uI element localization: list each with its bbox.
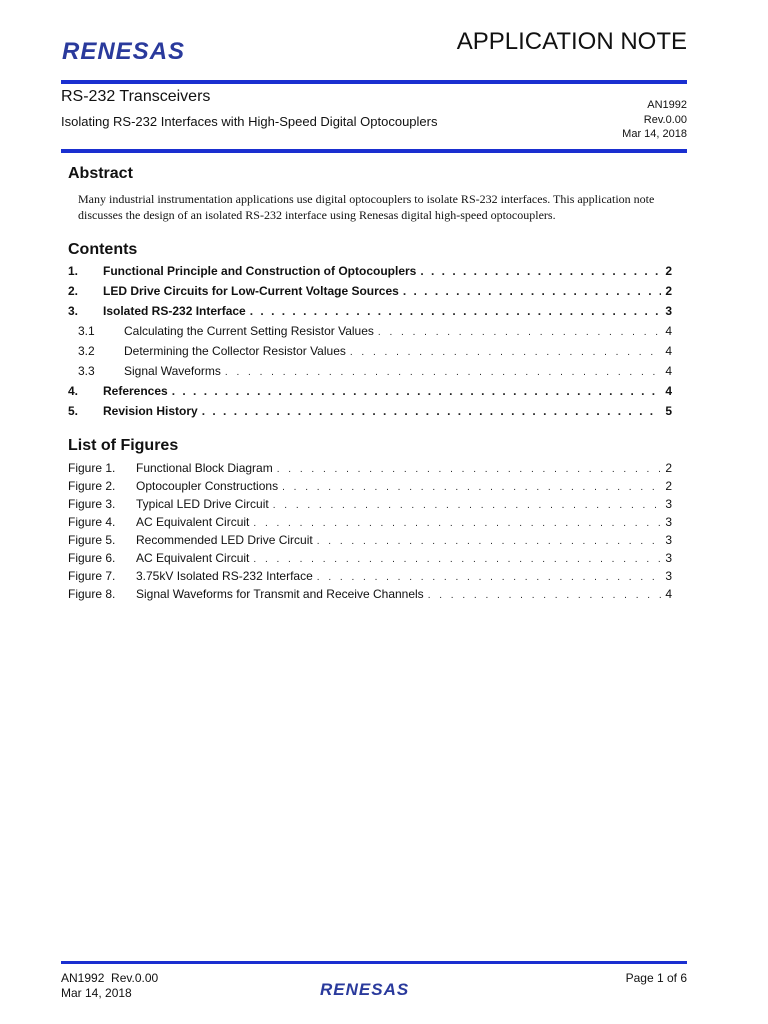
toc-entry[interactable] (68, 344, 672, 360)
renesas-logo: RENESAS (62, 38, 186, 65)
figure-entry[interactable] (68, 461, 672, 477)
figure-entry[interactable] (68, 551, 672, 567)
figures-heading: List of Figures (68, 437, 179, 454)
dot-leader (420, 264, 661, 278)
entry-title: Recommended LED Drive Circuit (136, 533, 313, 547)
entry-page: 4 (665, 324, 672, 338)
toc-entry[interactable] (68, 304, 672, 320)
footer-page-number: Page 1 of 6 (625, 971, 687, 985)
entry-title: Revision History (103, 404, 198, 418)
entry-title: Calculating the Current Setting Resistor Values (124, 324, 374, 338)
entry-number: Figure 7. (68, 569, 116, 583)
dot-leader (253, 518, 661, 529)
entry-title: Functional Block Diagram (136, 461, 273, 475)
dot-leader (317, 572, 662, 583)
entry-number: Figure 6. (68, 551, 116, 565)
figure-entry[interactable] (68, 533, 672, 549)
toc-entry[interactable] (68, 404, 672, 420)
footer-renesas-logo: RENESAS (320, 980, 410, 999)
entry-title: Signal Waveforms (124, 364, 221, 378)
entry-page: 2 (665, 479, 672, 493)
entry-number: Figure 4. (68, 515, 116, 529)
dot-leader (225, 367, 661, 378)
abstract-text: Many industrial instrumentation applications use digital optocouplers to isolate RS-232 interfaces. This application note discusses the design of an isolated RS-232 interface using Renesas digital high-speed optocouplers. (78, 192, 655, 222)
entry-number: 3.3 (78, 364, 95, 378)
header-rule-bottom (61, 149, 687, 153)
figure-entry[interactable] (68, 587, 672, 603)
entry-page: 2 (665, 284, 672, 298)
entry-number: 3.2 (78, 344, 95, 358)
entry-title: 3.75kV Isolated RS-232 Interface (136, 569, 313, 583)
toc-entry[interactable] (68, 384, 672, 400)
figure-entry[interactable] (68, 515, 672, 531)
entry-title: LED Drive Circuits for Low-Current Voltage Sources (103, 284, 399, 298)
document-type: APPLICATION NOTE (456, 28, 687, 55)
entry-page: 3 (665, 551, 672, 565)
footer-rule (61, 961, 687, 964)
entry-page: 4 (665, 384, 672, 398)
figure-entry[interactable] (68, 497, 672, 513)
dot-leader (202, 404, 662, 418)
document-date: Mar 14, 2018 (622, 128, 687, 140)
document-number: AN1992 (647, 99, 687, 111)
dot-leader (428, 590, 662, 601)
entry-page: 3 (665, 533, 672, 547)
dot-leader (378, 327, 661, 338)
entry-title: AC Equivalent Circuit (136, 515, 250, 529)
entry-page: 3 (665, 515, 672, 529)
toc-entry[interactable] (68, 284, 672, 300)
footer-doc-rev: AN1992 Rev.0.00 (61, 971, 159, 985)
dot-leader (273, 500, 662, 511)
dot-leader (403, 284, 661, 298)
entry-title: Optocoupler Constructions (136, 479, 279, 493)
abstract-heading: Abstract (68, 165, 133, 182)
entry-title: References (103, 384, 168, 398)
entry-page: 3 (665, 569, 672, 583)
entry-title: Functional Principle and Construction of Optocouplers (103, 264, 417, 278)
entry-number: Figure 8. (68, 587, 116, 601)
entry-number: Figure 1. (68, 461, 116, 475)
figure-entry[interactable] (68, 569, 672, 585)
header-rule-top (61, 80, 687, 84)
document-subtitle: Isolating RS-232 Interfaces with High-Speed Digital Optocouplers (61, 114, 438, 129)
entry-number: Figure 3. (68, 497, 116, 511)
entry-number: 1. (68, 264, 79, 278)
entry-number: 4. (68, 384, 79, 398)
entry-number: 2. (68, 284, 79, 298)
entry-title: Signal Waveforms for Transmit and Receive Channels (136, 587, 424, 601)
entry-title: Typical LED Drive Circuit (136, 497, 269, 511)
dot-leader (253, 554, 661, 565)
dot-leader (282, 482, 661, 493)
entry-page: 4 (665, 364, 672, 378)
entry-page: 3 (665, 497, 672, 511)
document-revision: Rev.0.00 (643, 114, 687, 126)
entry-page: 3 (665, 304, 672, 318)
entry-page: 5 (665, 404, 672, 418)
dot-leader (277, 464, 662, 475)
entry-title: Determining the Collector Resistor Values (124, 344, 346, 358)
entry-page: 4 (665, 344, 672, 358)
figure-entry[interactable] (68, 479, 672, 495)
toc-entry[interactable] (68, 324, 672, 340)
toc-entry[interactable] (68, 364, 672, 380)
dot-leader (317, 536, 662, 547)
footer-date: Mar 14, 2018 (61, 986, 132, 1000)
contents-heading: Contents (68, 241, 138, 258)
toc-entry[interactable] (68, 264, 672, 280)
dot-leader (172, 384, 662, 398)
entry-number: 3.1 (78, 324, 95, 338)
entry-page: 2 (665, 264, 672, 278)
document-title: RS-232 Transceivers (61, 88, 211, 105)
entry-title: AC Equivalent Circuit (136, 551, 250, 565)
entry-number: 5. (68, 404, 79, 418)
entry-page: 4 (665, 587, 672, 601)
entry-number: Figure 5. (68, 533, 116, 547)
entry-number: Figure 2. (68, 479, 116, 493)
entry-number: 3. (68, 304, 79, 318)
dot-leader (350, 347, 661, 358)
entry-title: Isolated RS-232 Interface (103, 304, 246, 318)
footer-doc-info (61, 971, 158, 1001)
entry-page: 2 (665, 461, 672, 475)
dot-leader (250, 304, 662, 318)
